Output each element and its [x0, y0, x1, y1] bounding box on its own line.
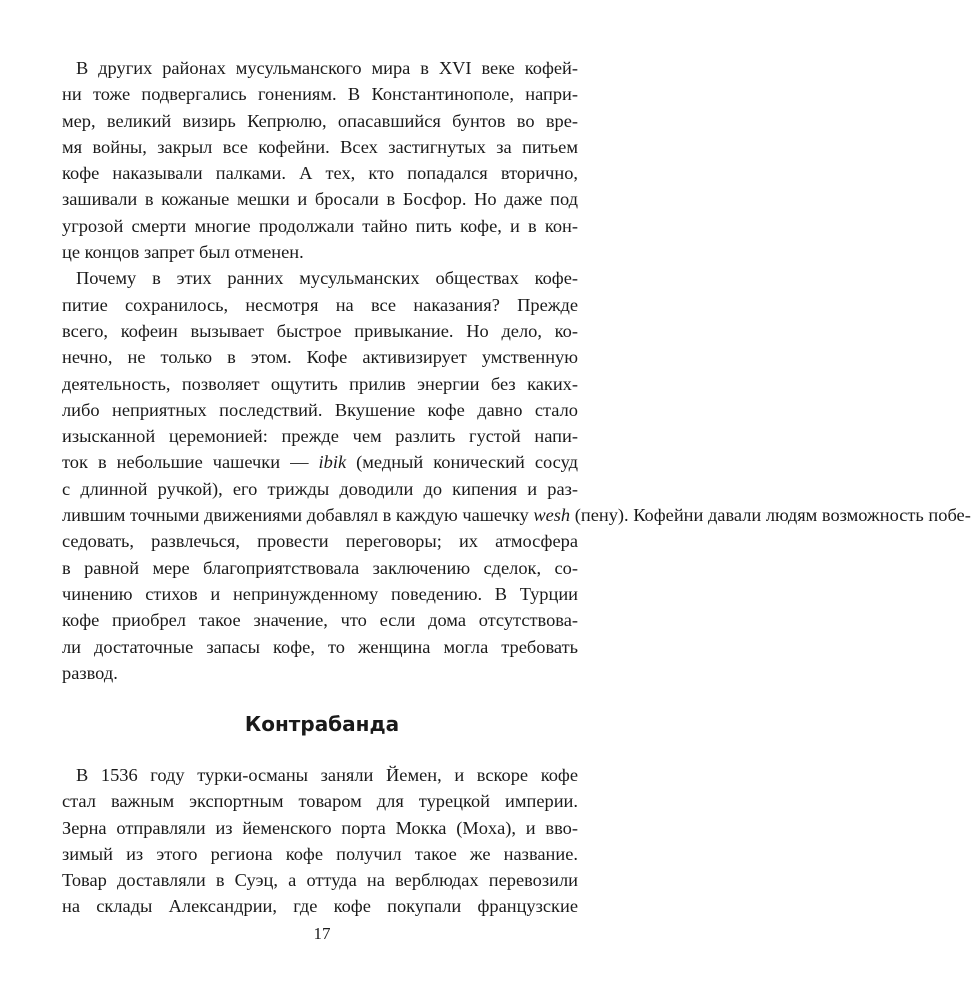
section-heading: Контрабанда: [244, 712, 400, 736]
paragraph-2-line: чинению стихов и непринужденному поведению. В Турции: [62, 583, 578, 604]
paragraph-2-line: питие сохранилось, несмотря на все наказания? Прежде: [62, 294, 578, 315]
paragraph-2-line: в равной мере благоприятствовала заключению сделок, со-: [62, 557, 578, 578]
paragraph-1-line: В других районах мусульманского мира в XVI веке кофей-: [76, 58, 578, 78]
paragraph-2-line: деятельность, позволяет ощутить прилив энергии без каких-: [62, 373, 578, 394]
paragraph-2-line: кофе приобрел такое значение, что если дома отсутствова-: [62, 610, 578, 631]
paragraph-1-line: угрозой смерти многие продолжали тайно пить кофе, и в кон-: [62, 215, 578, 236]
paragraph-2-line: изысканной церемонией: прежде чем разлить густой напи-: [62, 426, 578, 447]
paragraph-2-line: ли достаточные запасы кофе, то женщина могла требовать: [62, 636, 578, 657]
italic-term-ibik: ibik: [318, 452, 347, 473]
paragraph-3-line: В 1536 году турки-османы заняли Йемен, и вскоре кофе: [76, 765, 578, 785]
text-block-bottom: [62, 762, 578, 920]
paragraph-2-line: нечно, не только в этом. Кофе активизирует умственную: [62, 347, 578, 368]
text-block-top: [62, 55, 971, 686]
page-number: 17: [313, 924, 331, 943]
paragraph-1-line: мер, великий визирь Кепрюлю, опасавшийся бунтов во вре-: [62, 110, 578, 131]
paragraph-1-line: ни тоже подвергались гонениям. В Константинополе, напри-: [62, 84, 578, 105]
paragraph-2-line-with-term: [62, 449, 578, 475]
paragraph-3-line: Товар доставляли в Суэц, а оттуда на верблюдах перевозили: [62, 870, 578, 891]
line-text: (пену). Кофейни давали людям возможность побе-: [570, 505, 971, 526]
paragraph-2-line: развод.: [62, 662, 118, 683]
paragraph-2-line: Почему в этих ранних мусульманских обществах кофе-: [76, 268, 578, 289]
line-text: лившим точными движениями добавлял в каждую чашечку: [62, 505, 534, 526]
paragraph-1-line: це концов запрет был отменен.: [62, 242, 304, 263]
line-text: (медный конический сосуд: [346, 452, 578, 473]
paragraph-1-line: зашивали в кожаные мешки и бросали в Босфор. Но даже под: [62, 189, 578, 210]
paragraph-2-line: с длинной ручкой), его трижды доводили до кипения и раз-: [62, 478, 578, 499]
line-text: ток в небольшие чашечки —: [62, 452, 319, 473]
paragraph-2-line: либо неприятных последствий. Вкушение кофе давно стало: [62, 399, 578, 420]
paragraph-3-line: стал важным экспортным товаром для турецкой империи.: [62, 791, 578, 812]
paragraph-2-line-with-term: [62, 502, 971, 528]
paragraph-2-line: всего, кофеин вызывает быстрое привыкание. Но дело, ко-: [62, 320, 578, 341]
paragraph-1-line: кофе наказывали палками. А тех, кто попадался вторично,: [62, 163, 578, 184]
paragraph-3-line: на склады Александрии, где кофе покупали французские: [62, 896, 578, 917]
paragraph-1-line: мя войны, закрыл все кофейни. Всех застигнутых за питьем: [62, 136, 578, 157]
paragraph-3-line: зимый из этого региона кофе получил такое же название.: [62, 843, 578, 864]
paragraph-2-line: седовать, развлечься, провести переговоры; их атмосфера: [62, 531, 578, 552]
italic-term-wesh: wesh: [533, 505, 571, 526]
paragraph-3-line: Зерна отправляли из йеменского порта Мокка (Moxa), и вво-: [62, 817, 578, 838]
